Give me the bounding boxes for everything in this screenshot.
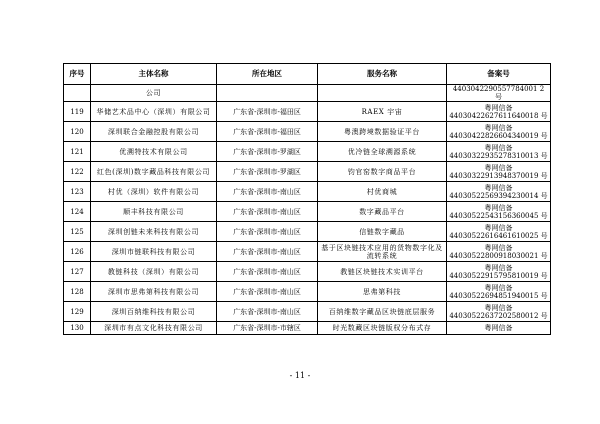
header-service-name: 服务名称	[318, 64, 447, 85]
table-row	[64, 202, 551, 222]
cell-region: 广东省-深圳市-福田区	[217, 102, 318, 122]
header-record-number: 备案号	[447, 64, 551, 85]
record-prefix: 粤网信备	[484, 263, 513, 272]
table-row	[64, 122, 551, 142]
cell-service-name: 粤澳跨境数据验证平台	[318, 122, 447, 142]
table-row	[64, 182, 551, 202]
cell-service-name: 思弗第科技	[318, 282, 447, 302]
table-header-row	[64, 64, 551, 85]
cell-region: 广东省-深圳市-市辖区	[217, 322, 318, 335]
cell-service-name: 时光数藏区块链版权分布式存	[318, 322, 447, 335]
cell-entity-name: 村优（深圳）软件有限公司	[91, 182, 217, 202]
cell-entity-name: 顺丰科技有限公司	[91, 202, 217, 222]
cell-record-number: 4403042290557784001 2 号	[447, 85, 551, 102]
table-row	[64, 222, 551, 242]
record-code: 44030522915795810019 号	[449, 271, 548, 280]
cell-region: 广东省-深圳市-南山区	[217, 302, 318, 322]
cell-service-name: 优冷链全球溯源系统	[318, 142, 447, 162]
cell-entity-name: 深圳市思弗第科技有限公司	[91, 282, 217, 302]
cell-entity-name: 公司	[91, 85, 217, 102]
cell-no	[64, 85, 91, 102]
cell-region: 广东省-深圳市-南山区	[217, 262, 318, 282]
cell-region: 广东省-深圳市-南山区	[217, 222, 318, 242]
record-prefix: 粤网信备	[484, 123, 513, 132]
filing-table	[63, 63, 551, 335]
cell-service-name: 村优商城	[318, 182, 447, 202]
cell-record-number	[447, 162, 551, 182]
cell-entity-name: 教链科技（深圳）有限公司	[91, 262, 217, 282]
cell-record-number	[447, 222, 551, 242]
cell-service-name: 数字藏品平台	[318, 202, 447, 222]
header-no: 序号	[64, 64, 91, 85]
table-row	[64, 102, 551, 122]
cell-no: 129	[64, 302, 91, 322]
cell-no: 124	[64, 202, 91, 222]
cell-no: 130	[64, 322, 91, 335]
page-number: - 11 -	[289, 371, 311, 380]
cell-entity-name: 优溯特技术有限公司	[91, 142, 217, 162]
cell-entity-name: 华储艺术品中心（深圳）有限公司	[91, 102, 217, 122]
table-row-last	[64, 322, 551, 335]
cell-service-name: 信链数字藏品	[318, 222, 447, 242]
cell-no: 123	[64, 182, 91, 202]
cell-no: 128	[64, 282, 91, 302]
cell-no: 127	[64, 262, 91, 282]
cell-no: 120	[64, 122, 91, 142]
cell-entity-name: 红色(深圳)数字藏品科技有限公司	[91, 162, 217, 182]
record-code: 44030522637202580012 号	[449, 311, 548, 320]
cell-no: 125	[64, 222, 91, 242]
cell-entity-name: 深圳市有点文化科技有限公司	[91, 322, 217, 335]
table-row	[64, 142, 551, 162]
cell-entity-name: 深圳联合金融控股有限公司	[91, 122, 217, 142]
cell-no: 121	[64, 142, 91, 162]
cell-record-number	[447, 142, 551, 162]
cell-service-name	[318, 85, 447, 102]
cell-service-name: 百纳维数字藏品区块链底层服务	[318, 302, 447, 322]
cell-entity-name: 深圳创链未来科技有限公司	[91, 222, 217, 242]
cell-entity-name: 深圳市链联科技有限公司	[91, 242, 217, 262]
record-code: 44030522694851940015 号	[449, 291, 548, 300]
cell-service-name: 钧官窑数字商品平台	[318, 162, 447, 182]
record-prefix: 粤网信备	[484, 103, 513, 112]
table-row	[64, 242, 551, 262]
cell-no: 126	[64, 242, 91, 262]
record-prefix: 粤网信备	[484, 303, 513, 312]
cell-region: 广东省-深圳市-罗湖区	[217, 142, 318, 162]
cell-record-number	[447, 102, 551, 122]
record-code: 44030422627611640018 号	[449, 111, 548, 120]
record-code: 44030522800918030021 号	[449, 251, 548, 260]
cell-region: 广东省-深圳市-南山区	[217, 202, 318, 222]
cell-region	[217, 85, 318, 102]
record-prefix: 粤网信备	[484, 163, 513, 172]
cell-record-number	[447, 302, 551, 322]
header-entity-name: 主体名称	[91, 64, 217, 85]
cell-service-name: 基于区块链技术应用的货物数字化及流转系统	[318, 242, 447, 262]
record-code: 44030522543156360045 号	[449, 211, 548, 220]
table-row	[64, 262, 551, 282]
record-prefix: 粤网信备	[484, 243, 513, 252]
record-code: 44030522616461610025 号	[449, 231, 548, 240]
table-row-continuation	[64, 85, 551, 102]
cell-region: 广东省-深圳市-罗湖区	[217, 162, 318, 182]
record-code: 44030322913948370019 号	[449, 171, 548, 180]
cell-service-name: 教链区块链技术实训平台	[318, 262, 447, 282]
record-prefix: 粤网信备	[484, 183, 513, 192]
cell-region: 广东省-深圳市-南山区	[217, 182, 318, 202]
cell-region: 广东省-深圳市-南山区	[217, 242, 318, 262]
cell-record-number	[447, 282, 551, 302]
cell-service-name: RAEX 宇宙	[318, 102, 447, 122]
cell-record-number	[447, 122, 551, 142]
header-region: 所在地区	[217, 64, 318, 85]
table-row	[64, 282, 551, 302]
cell-record-number	[447, 202, 551, 222]
cell-record-number	[447, 182, 551, 202]
cell-region: 广东省-深圳市-福田区	[217, 122, 318, 142]
cell-entity-name: 深圳百纳维科技有限公司	[91, 302, 217, 322]
record-prefix: 粤网信备	[484, 223, 513, 232]
cell-record-number	[447, 242, 551, 262]
cell-record-number: 粤网信备	[447, 322, 551, 335]
record-code: 44030522569394230014 号	[449, 191, 548, 200]
cell-no: 122	[64, 162, 91, 182]
record-prefix: 粤网信备	[484, 283, 513, 292]
cell-region: 广东省-深圳市-南山区	[217, 282, 318, 302]
record-code: 44030422826604340019 号	[449, 131, 548, 140]
table-row	[64, 162, 551, 182]
record-code: 44030322935278310013 号	[449, 151, 548, 160]
record-prefix: 粤网信备	[484, 143, 513, 152]
cell-no: 119	[64, 102, 91, 122]
cell-record-number	[447, 262, 551, 282]
record-prefix: 粤网信备	[484, 203, 513, 212]
table-row	[64, 302, 551, 322]
